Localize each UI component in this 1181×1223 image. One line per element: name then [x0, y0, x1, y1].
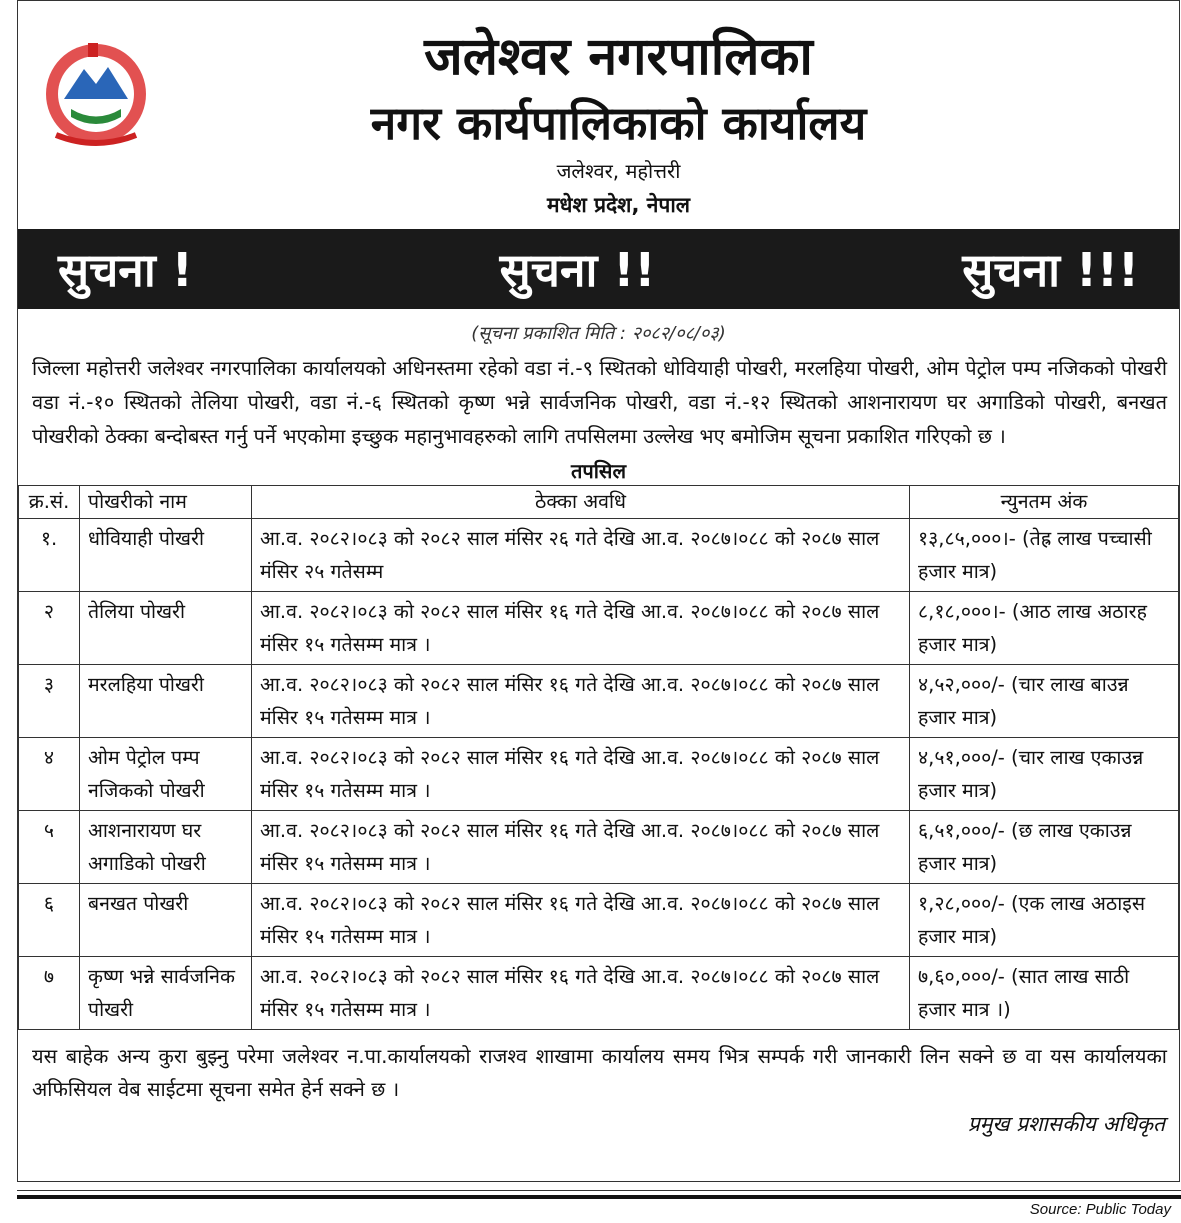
- header: [18, 1, 1179, 229]
- table-row: [19, 665, 1179, 738]
- divider: [17, 1190, 1181, 1191]
- serial-cell: ५: [19, 811, 80, 884]
- intro-paragraph: जिल्ला महोत्तरी जलेश्वर नगरपालिका कार्यालयको अधिनस्तमा रहेको वडा नं.-९ स्थितको धोवियाही पोखरी, मरलहिया पोखरी, ओम पेट्रोल पम्प नजिकको पोखरी वडा नं.-१० स्थितको तेलिया पोखरी, वडा नं.-६ स्थितको कृष्ण भन्ने सार्वजनिक पोखरी, वडा नं.-१२ स्थितको आशनारायण घर अगाडिको पोखरी, बनखत पोखरीको ठेक्का बन्दोबस्त गर्नु पर्ने भएकोमा इच्छुक महानुभावहरुको लागि तपसिलमा उल्लेख भए बमोजिम सूचना प्रकाशित गरिएको छ ।: [32, 356, 1167, 448]
- col-pond-name: पोखरीको नाम: [80, 486, 252, 519]
- amount-cell: १३,८५,०००।- (तेह्र लाख पच्चासी हजार मात्र): [910, 519, 1179, 592]
- pond-name-cell: ओम पेट्रोल पम्प नजिकको पोखरी: [80, 738, 252, 811]
- table-caption: तपसिल: [570, 459, 627, 483]
- table-row: [19, 519, 1179, 592]
- table-header-row: [19, 486, 1179, 519]
- serial-cell: ३: [19, 665, 80, 738]
- pond-name-cell: आशनारायण घर अगाडिको पोखरी: [80, 811, 252, 884]
- notice-label-2: सुचना !!: [499, 243, 656, 297]
- footer-paragraph: यस बाहेक अन्य कुरा बुझ्नु परेमा जलेश्वर न.पा.कार्यालयको राजश्व शाखामा कार्यालय समय भित्र सम्पर्क गरी जानकारी लिन सक्ने छ वा यस कार्यालयका अफिसियल वेब साईटमा सूचना समेत हेर्न सक्ने छ ।: [32, 1044, 1167, 1101]
- notice-document: [17, 0, 1180, 1182]
- pond-name-cell: तेलिया पोखरी: [80, 592, 252, 665]
- table-row: [19, 738, 1179, 811]
- divider-thick: [17, 1195, 1181, 1199]
- table-row: [19, 957, 1179, 1030]
- period-cell: आ.व. २०८२।०८३ को २०८२ साल मंसिर १६ गते देखि आ.व. २०८७।०८८ को २०८७ साल मंसिर १५ गतेसम्म मात्र ।: [252, 738, 910, 811]
- pond-name-cell: बनखत पोखरी: [80, 884, 252, 957]
- signature: प्रमुख प्रशासकीय अधिकृत: [967, 1112, 1165, 1136]
- notice-label-1: सुचना !: [58, 243, 193, 297]
- municipality-title: जलेश्वर नगरपालिका: [424, 27, 813, 87]
- notice-banner: [18, 229, 1179, 309]
- address: जलेश्वर, महोत्तरी: [556, 159, 681, 183]
- period-cell: आ.व. २०८२।०८३ को २०८२ साल मंसिर १६ गते देखि आ.व. २०८७।०८८ को २०८७ साल मंसिर १५ गतेसम्म मात्र ।: [252, 884, 910, 957]
- table-row: [19, 811, 1179, 884]
- table-row: [19, 884, 1179, 957]
- pond-name-cell: मरलहिया पोखरी: [80, 665, 252, 738]
- pond-name-cell: धोवियाही पोखरी: [80, 519, 252, 592]
- notice-label-3: सुचना !!!: [962, 243, 1139, 297]
- period-cell: आ.व. २०८२।०८३ को २०८२ साल मंसिर १६ गते देखि आ.व. २०८७।०८८ को २०८७ साल मंसिर १५ गतेसम्म मात्र ।: [252, 592, 910, 665]
- period-cell: आ.व. २०८२।०८३ को २०८२ साल मंसिर १६ गते देखि आ.व. २०८७।०८८ को २०८७ साल मंसिर १५ गतेसम्म मात्र ।: [252, 811, 910, 884]
- col-period: ठेक्का अवधि: [252, 486, 910, 519]
- amount-cell: ८,१८,०००।- (आठ लाख अठारह हजार मात्र): [910, 592, 1179, 665]
- serial-cell: २: [19, 592, 80, 665]
- period-cell: आ.व. २०८२।०८३ को २०८२ साल मंसिर १६ गते देखि आ.व. २०८७।०८८ को २०८७ साल मंसिर १५ गतेसम्म मात्र ।: [252, 665, 910, 738]
- amount-cell: ७,६०,०००/- (सात लाख साठी हजार मात्र ।): [910, 957, 1179, 1030]
- pond-name-cell: कृष्ण भन्ने सार्वजनिक पोखरी: [80, 957, 252, 1030]
- serial-cell: ४: [19, 738, 80, 811]
- serial-cell: ७: [19, 957, 80, 1030]
- office-title: नगर कार्यपालिकाको कार्यालय: [370, 96, 867, 150]
- source-credit: Source: Public Today: [1029, 1201, 1171, 1218]
- publish-date: (सूचना प्रकाशित मिति : २०८२/०८/०३): [471, 323, 726, 344]
- amount-cell: ६,५१,०००/- (छ लाख एकाउन्न हजार मात्र): [910, 811, 1179, 884]
- period-cell: आ.व. २०८२।०८३ को २०८२ साल मंसिर १६ गते देखि आ.व. २०८७।०८८ को २०८७ साल मंसिर १५ गतेसम्म मात्र ।: [252, 957, 910, 1030]
- serial-cell: ६: [19, 884, 80, 957]
- ponds-table: [18, 485, 1179, 1030]
- col-min-amount: न्युनतम अंक: [910, 486, 1179, 519]
- province: मधेश प्रदेश, नेपाल: [547, 193, 690, 217]
- table-row: [19, 592, 1179, 665]
- serial-cell: १.: [19, 519, 80, 592]
- amount-cell: ४,५१,०००/- (चार लाख एकाउन्न हजार मात्र): [910, 738, 1179, 811]
- amount-cell: ४,५२,०००/- (चार लाख बाउन्न हजार मात्र): [910, 665, 1179, 738]
- col-serial: क्र.सं.: [19, 486, 80, 519]
- period-cell: आ.व. २०८२।०८३ को २०८२ साल मंसिर २६ गते देखि आ.व. २०८७।०८८ को २०८७ साल मंसिर २५ गतेसम्म: [252, 519, 910, 592]
- amount-cell: १,२८,०००/- (एक लाख अठाइस हजार मात्र): [910, 884, 1179, 957]
